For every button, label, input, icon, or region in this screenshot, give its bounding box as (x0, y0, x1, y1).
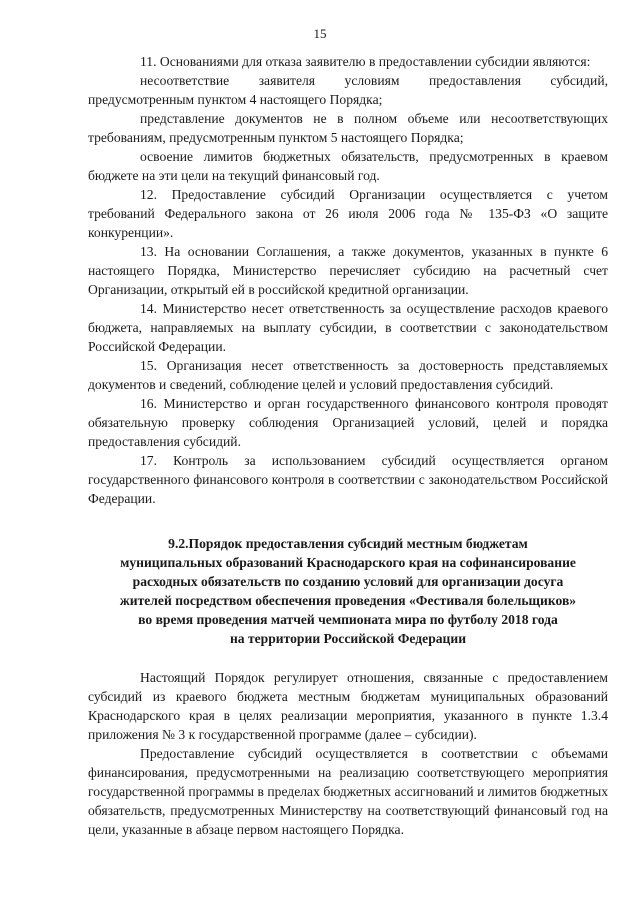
paragraph-financing: Предоставление субсидий осуществляется в соответствии с объемами финансирования, предусмотренными на реализацию соответствующего мероприятия государственной программы в пределах бюджетных ассигнований и лимитов бюджетных обязательств, предусмотренных Министерству на соответствующий финансовый год на цели, указанные в абзаце первом настоящего Порядка. (88, 746, 608, 837)
section-heading-line: на территории Российской Федерации (229, 631, 467, 646)
section-heading-line: жителей посредством обеспечения проведения «Фестиваля болельщиков» (119, 593, 577, 608)
paragraph-16: 16. Министерство и орган государственного финансового контроля проводят обязательную проверку соблюдения Организацией условий, целей и порядка предоставления субсидий. (88, 396, 608, 449)
paragraph-11: 11. Основаниями для отказа заявителю в предоставлении субсидии являются: (140, 54, 591, 69)
paragraph-13: 13. На основании Соглашения, а также документов, указанных в пункте 6 настоящего Порядка, Министерство перечисляет субсидию на расчетный счет Организации, открытый ей в российской кредитной организации. (88, 244, 608, 297)
paragraph-12: 12. Предоставление субсидий Организации осуществляется с учетом требований Федерального закона от 26 июля 2006 года № 135-ФЗ «О защите конкуренции». (88, 187, 608, 240)
document-body (88, 52, 608, 839)
paragraph-scope: Настоящий Порядок регулирует отношения, связанные с предоставлением субсидий из краевого бюджета местным бюджетам муниципальных образований Краснодарского края в целях реализации мероприятия, указанного в пункте 1.3.4 приложения № 3 к государственной программе (далее – субсидии). (88, 670, 608, 742)
section-heading-line: во время проведения матчей чемпионата мира по футболу 2018 года (138, 612, 558, 627)
section-heading-line: 9.2.Порядок предоставления субсидий местным бюджетам (168, 536, 528, 551)
section-heading (88, 534, 608, 648)
section-heading-line: муниципальных образований Краснодарского края на софинансирование (120, 555, 576, 570)
paragraph-11-item-1: несоответствие заявителя условиям предоставления субсидий, предусмотренным пунктом 4 настоящего Порядка; (88, 73, 608, 107)
page-number: 15 (313, 26, 327, 41)
paragraph-14: 14. Министерство несет ответственность за осуществление расходов краевого бюджета, направляемых на выплату субсидии, в соответствии с законодательством Российской Федерации. (88, 301, 608, 354)
paragraph-11-item-2: представление документов не в полном объеме или несоответствующих требованиям, предусмотренным пунктом 5 настоящего Порядка; (88, 111, 608, 145)
paragraph-15: 15. Организация несет ответственность за достоверность представляемых документов и сведений, соблюдение целей и условий предоставления субсидий. (88, 358, 608, 392)
section-heading-line: расходных обязательств по созданию условий для организации досуга (132, 574, 564, 589)
paragraph-11-item-3: освоение лимитов бюджетных обязательств, предусмотренных в краевом бюджете на эти цели на текущий финансовый год. (88, 149, 608, 183)
paragraph-17: 17. Контроль за использованием субсидий осуществляется органом государственного финансового контроля в соответствии с законодательством Российской Федерации. (88, 453, 608, 506)
